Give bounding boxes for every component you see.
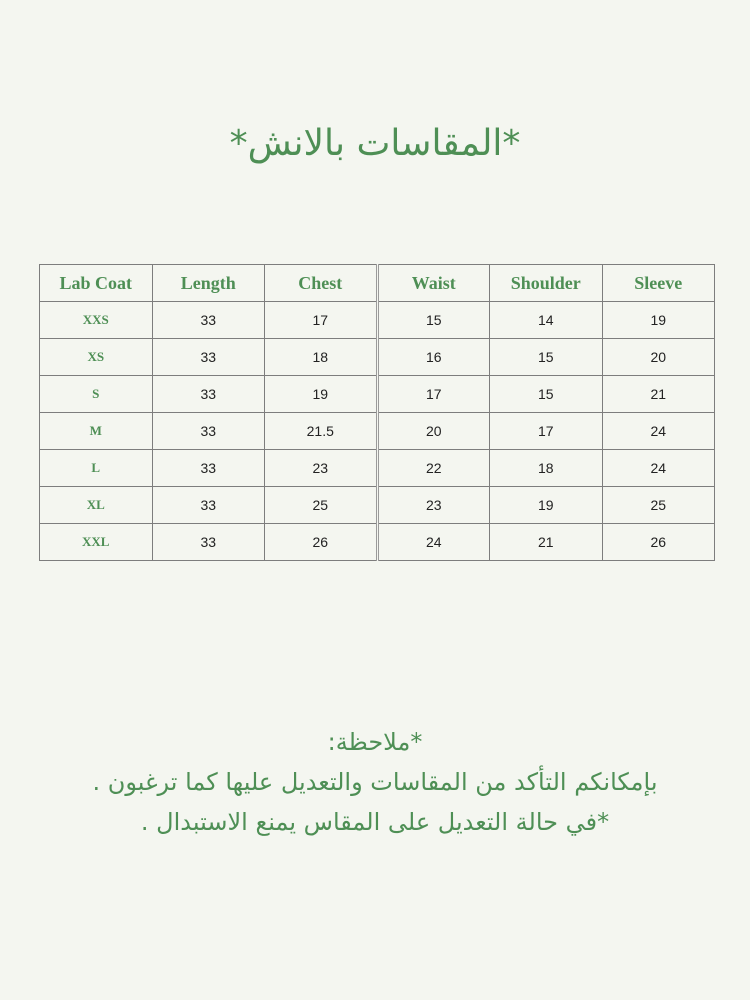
- shoulder-cell: 14: [490, 302, 603, 339]
- length-cell: 33: [152, 376, 265, 413]
- waist-cell: 20: [377, 413, 490, 450]
- note-block: [60, 722, 690, 842]
- sleeve-cell: 25: [602, 487, 715, 524]
- chest-cell: 25: [265, 487, 378, 524]
- note-heading: *ملاحظة:: [327, 728, 423, 756]
- header-shoulder: Shoulder: [490, 265, 603, 302]
- size-cell: S: [40, 376, 153, 413]
- size-cell: XL: [40, 487, 153, 524]
- header-lab-coat: Lab Coat: [40, 265, 153, 302]
- table-header-row: [40, 265, 715, 302]
- sleeve-cell: 26: [602, 524, 715, 561]
- size-cell: L: [40, 450, 153, 487]
- sleeve-cell: 20: [602, 339, 715, 376]
- header-length: Length: [152, 265, 265, 302]
- chest-cell: 19: [265, 376, 378, 413]
- waist-cell: 24: [377, 524, 490, 561]
- waist-cell: 17: [377, 376, 490, 413]
- length-cell: 33: [152, 487, 265, 524]
- sleeve-cell: 24: [602, 413, 715, 450]
- note-line-2: *في حالة التعديل على المقاس يمنع الاستبدال .: [140, 808, 610, 836]
- size-cell: XS: [40, 339, 153, 376]
- header-waist: Waist: [377, 265, 490, 302]
- size-cell: XXS: [40, 302, 153, 339]
- header-sleeve: Sleeve: [602, 265, 715, 302]
- table-row: [40, 487, 715, 524]
- size-cell: M: [40, 413, 153, 450]
- table-row: [40, 450, 715, 487]
- waist-cell: 15: [377, 302, 490, 339]
- table-row: [40, 413, 715, 450]
- sleeve-cell: 24: [602, 450, 715, 487]
- size-cell: XXL: [40, 524, 153, 561]
- chest-cell: 26: [265, 524, 378, 561]
- header-chest: Chest: [265, 265, 378, 302]
- shoulder-cell: 19: [490, 487, 603, 524]
- length-cell: 33: [152, 339, 265, 376]
- chest-cell: 23: [265, 450, 378, 487]
- size-table: [39, 264, 715, 561]
- table-row: [40, 524, 715, 561]
- table-row: [40, 376, 715, 413]
- table-row: [40, 339, 715, 376]
- note-line-1: بإمكانكم التأكد من المقاسات والتعديل عليها كما ترغبون .: [92, 768, 658, 796]
- length-cell: 33: [152, 413, 265, 450]
- chest-cell: 21.5: [265, 413, 378, 450]
- table-row: [40, 302, 715, 339]
- sleeve-cell: 21: [602, 376, 715, 413]
- sleeve-cell: 19: [602, 302, 715, 339]
- shoulder-cell: 21: [490, 524, 603, 561]
- size-chart: [39, 264, 714, 558]
- page-title: *المقاسات بالانش*: [229, 123, 521, 164]
- waist-cell: 22: [377, 450, 490, 487]
- waist-cell: 23: [377, 487, 490, 524]
- shoulder-cell: 15: [490, 376, 603, 413]
- length-cell: 33: [152, 302, 265, 339]
- shoulder-cell: 17: [490, 413, 603, 450]
- length-cell: 33: [152, 524, 265, 561]
- shoulder-cell: 15: [490, 339, 603, 376]
- length-cell: 33: [152, 450, 265, 487]
- chest-cell: 18: [265, 339, 378, 376]
- chest-cell: 17: [265, 302, 378, 339]
- waist-cell: 16: [377, 339, 490, 376]
- shoulder-cell: 18: [490, 450, 603, 487]
